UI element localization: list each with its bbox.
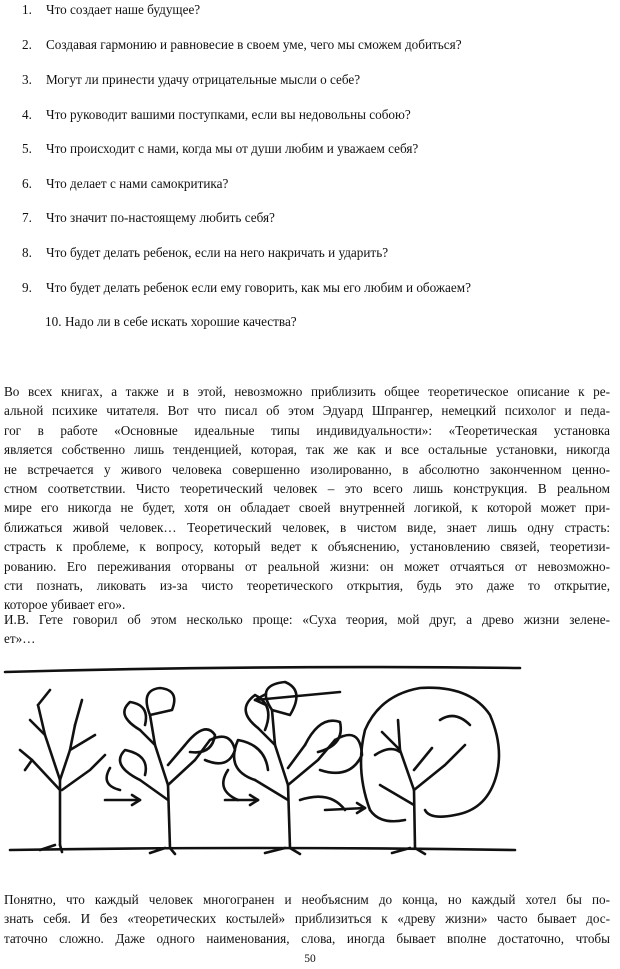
question-item: 1. Что создает наше будущее? bbox=[22, 2, 201, 17]
question-item: 4. Что руководит вашими поступками, если вы недовольны собою? bbox=[22, 107, 411, 122]
closing-paragraph bbox=[4, 890, 610, 948]
text-line: ет»… bbox=[4, 631, 36, 647]
goethe-paragraph bbox=[4, 610, 610, 649]
question-item: 7. Что значит по-настоящему любить себя? bbox=[22, 210, 275, 225]
question-item: 8. Что будет делать ребенок, если на него накричать и ударить? bbox=[22, 245, 389, 260]
text-line: стном соответствии. Чисто теоретический человек – это всего лишь конструкция. В реальном bbox=[4, 481, 610, 497]
text-line: которое убивает его». bbox=[4, 597, 126, 613]
text-line: ближаться живой человек… Теоретический человек, в чистом виде, знает лишь одну страсть: bbox=[4, 519, 610, 535]
text-line: является собственно лишь тенденцией, которая, так же как и все остальные установки, никогда bbox=[4, 442, 610, 458]
text-line: рованию. Его переживания оторваны от реальной жизни: он может отчаяться от невозможно- bbox=[4, 558, 610, 574]
question-item: 2. Создавая гармонию и равновесие в своем уме, чего мы сможем добиться? bbox=[22, 37, 462, 52]
text-line: Во всех книгах, а также и в этой, невозможно приблизить общее теоретическое описание к ре- bbox=[4, 384, 610, 399]
spranger-quote-paragraph bbox=[4, 382, 610, 615]
text-line: гог в работе «Основные идеальные типы индивидуальности»: «Теоретическая установка bbox=[4, 422, 610, 438]
question-item: 10. Надо ли в себе искать хорошие качества? bbox=[45, 314, 297, 329]
leafy-tree-icon bbox=[223, 682, 362, 854]
tree-growth-illustration bbox=[0, 660, 620, 860]
question-item: 9. Что будет делать ребенок если ему говорить, как мы его любим и обожаем? bbox=[22, 280, 471, 295]
full-crown-tree-icon bbox=[361, 688, 499, 854]
bare-tree-icon bbox=[20, 690, 105, 852]
text-line: знать себя. И без «теоретических костылей» приблизиться к «древу жизни» часто бывает дос- bbox=[4, 911, 610, 927]
page-number: 50 bbox=[304, 953, 316, 965]
text-line: таточно сложно. Даже одного наименования, слова, иногда бывает вполне достаточно, чтобы bbox=[4, 930, 610, 946]
text-line: сти познать, ликовать из-за чисто теоретического открытия, будь это даже то открытие, bbox=[4, 578, 610, 594]
text-line: не встречается у живого человека совершенно изолированно, в абсолютно законченном ценно- bbox=[4, 461, 610, 477]
text-line: Понятно, что каждый человек многогранен и необъясним до конца, но каждый хотел бы по- bbox=[4, 892, 610, 907]
text-line: мире его никогда не будет, хотя он обладает своей внутренней логикой, к которой может при- bbox=[4, 500, 610, 516]
sprouting-tree-icon bbox=[107, 688, 235, 854]
arrow-right-icon bbox=[325, 808, 365, 810]
text-line: альной психике читателя. Вот что писал об этом Эдуард Шпрангер, немецкий психолог и педа- bbox=[4, 403, 610, 419]
top-rule-line bbox=[5, 667, 520, 672]
text-line: страсть к проблеме, к вопросу, который ведет к объяснению, установлению связей, теоретизи- bbox=[4, 539, 610, 555]
ground-line bbox=[10, 848, 515, 850]
question-item: 5. Что происходит с нами, когда мы от души любим и уважаем себя? bbox=[22, 141, 419, 156]
text-line: И.В. Гете говорил об этом несколько проще: «Суха теория, мой друг, а древо жизни зелене- bbox=[4, 612, 610, 627]
question-item: 3. Могут ли принести удачу отрицательные мысли о себе? bbox=[22, 72, 361, 87]
question-item: 6. Что делает с нами самокритика? bbox=[22, 176, 229, 191]
